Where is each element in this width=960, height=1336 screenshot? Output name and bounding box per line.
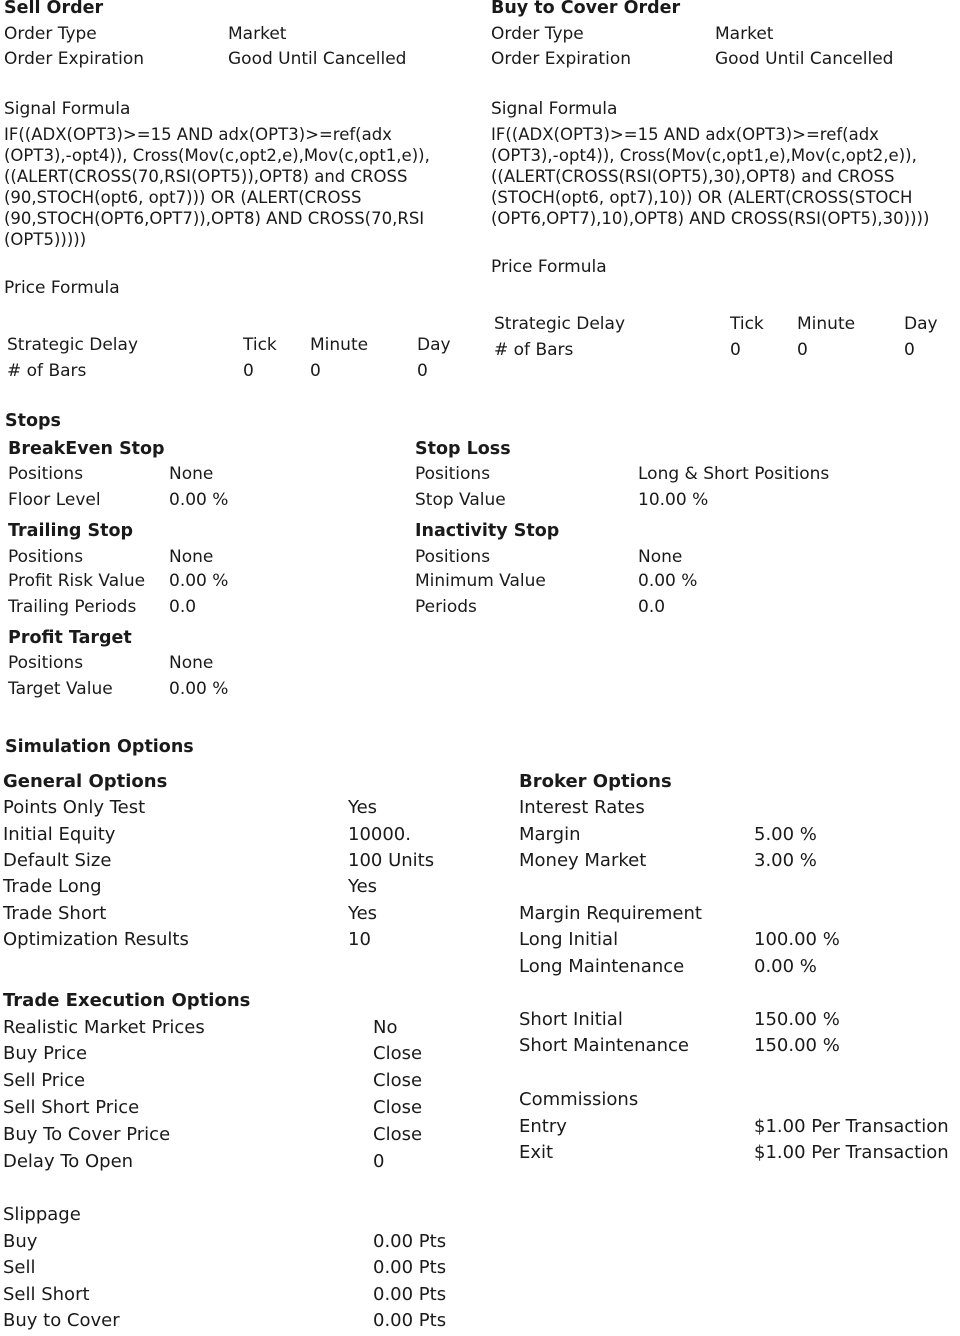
- sell-order-type-label: Order Type: [4, 24, 97, 44]
- cover-order-expiration-value: Good Until Cancelled: [715, 49, 894, 69]
- trailing-periods-value: 0.0: [169, 597, 197, 617]
- stop-loss-value: 10.00 %: [638, 490, 709, 510]
- broker-options-title: Broker Options: [519, 771, 672, 792]
- profit-target-title: Profit Target: [8, 628, 132, 648]
- sell-day-header: Day: [417, 335, 451, 355]
- sell-tick-header: Tick: [243, 335, 277, 355]
- profit-value: 0.00 %: [169, 679, 229, 699]
- cover-bars-minute: 0: [797, 340, 808, 360]
- sell-signal-formula: IF((ADX(OPT3)>=15 AND adx(OPT3)>=ref(adx (OPT3),-opt4)), Cross(Mov(c,opt2,e),Mov(c,opt1,e)), ((ALERT(CROSS(70,RSI(OPT5)),OPT8) and CROSS (90,STOCH(opt6, opt7))) OR (ALERT(CROSS (90,STOCH(OPT6,OPT7)),OPT8) AND CROSS(70,RSI (OPT5))))): [4, 125, 430, 249]
- stop-loss-title: Stop Loss: [415, 439, 511, 459]
- trailing-stop-title: Trailing Stop: [8, 521, 134, 541]
- list-item: Margin 5.00 %: [519, 824, 817, 845]
- trailing-risk-value: 0.00 %: [169, 571, 229, 591]
- trailing-positions-label: Positions: [8, 547, 84, 567]
- sell-order-title: Sell Order: [4, 0, 104, 18]
- general-options-title: General Options: [3, 771, 168, 792]
- cover-order-expiration-label: Order Expiration: [491, 49, 632, 69]
- list-item: Buy to Cover 0.00 Pts: [3, 1310, 447, 1331]
- sell-order-type-value: Market: [228, 24, 287, 44]
- margin-requirement-heading: Margin Requirement: [519, 903, 702, 924]
- trailing-positions-value: None: [169, 547, 214, 567]
- cover-order-type-label: Order Type: [491, 24, 584, 44]
- list-item: Trade Short Yes: [3, 903, 378, 924]
- inactivity-min-label: Minimum Value: [415, 571, 546, 591]
- profit-positions-value: None: [169, 653, 214, 673]
- sell-bars-minute: 0: [310, 361, 321, 381]
- list-item: Short Maintenance 150.00 %: [519, 1035, 840, 1056]
- sell-minute-header: Minute: [310, 335, 369, 355]
- trade-execution-options-title: Trade Execution Options: [3, 990, 251, 1011]
- inactivity-periods-value: 0.0: [638, 597, 666, 617]
- list-item: Optimization Results 10: [3, 929, 371, 950]
- stop-loss-positions-value: Long & Short Positions: [638, 464, 830, 484]
- trade-execution-list: [3, 1017, 473, 1177]
- trailing-risk-label: Profit Risk Value: [8, 571, 146, 591]
- inactivity-positions-label: Positions: [415, 547, 491, 567]
- cover-strategic-delay-label: Strategic Delay: [494, 314, 626, 334]
- cover-price-formula-label: Price Formula: [491, 257, 607, 277]
- breakeven-floor-label: Floor Level: [8, 490, 101, 510]
- cover-bars-tick: 0: [730, 340, 741, 360]
- stop-loss-value-label: Stop Value: [415, 490, 506, 510]
- sell-order-expiration-value: Good Until Cancelled: [228, 49, 407, 69]
- list-item: Initial Equity 10000.: [3, 824, 411, 845]
- slippage-title: Slippage: [3, 1204, 81, 1225]
- simulation-options-title: Simulation Options: [5, 737, 194, 757]
- list-item: Money Market 3.00 %: [519, 850, 817, 871]
- cover-bars-label: # of Bars: [494, 340, 574, 360]
- profit-value-label: Target Value: [8, 679, 113, 699]
- sell-bars-label: # of Bars: [7, 361, 87, 381]
- cover-bars-day: 0: [904, 340, 915, 360]
- sell-bars-tick: 0: [243, 361, 254, 381]
- stop-loss-positions-label: Positions: [415, 464, 491, 484]
- list-item: Long Maintenance 0.00 %: [519, 956, 817, 977]
- cover-signal-formula-label: Signal Formula: [491, 99, 618, 119]
- list-item: Delay To Open 0: [3, 1151, 385, 1172]
- cover-signal-formula: IF((ADX(OPT3)>=15 AND adx(OPT3)>=ref(adx (OPT3),-opt4)), Cross(Mov(c,opt1,e),Mov(c,opt2,e)), ((ALERT(CROSS(RSI(OPT5),30),OPT8) and CROSS (STOCH(opt6, opt7),10)) OR (ALERT(CROSS(STOCH (OPT6,OPT7),10),OPT8) AND CROSS(RSI(OPT5),30)))): [491, 125, 930, 228]
- sell-signal-formula-label: Signal Formula: [4, 99, 131, 119]
- profit-positions-label: Positions: [8, 653, 84, 673]
- interest-rates-heading: Interest Rates: [519, 797, 645, 818]
- list-item: Realistic Market Prices No: [3, 1017, 398, 1038]
- breakeven-floor-value: 0.00 %: [169, 490, 229, 510]
- slippage-list: [3, 1231, 473, 1333]
- list-item: Sell Short Price Close: [3, 1097, 423, 1118]
- cover-tick-header: Tick: [730, 314, 764, 334]
- list-item: Points Only Test Yes: [3, 797, 378, 818]
- list-item: Default Size 100 Units: [3, 850, 435, 871]
- inactivity-min-value: 0.00 %: [638, 571, 698, 591]
- sell-bars-day: 0: [417, 361, 428, 381]
- inactivity-positions-value: None: [638, 547, 683, 567]
- list-item: Short Initial 150.00 %: [519, 1009, 840, 1030]
- broker-options-list: [519, 797, 959, 1177]
- cover-day-header: Day: [904, 314, 938, 334]
- list-item: Exit $1.00 Per Transaction: [519, 1142, 949, 1163]
- commissions-heading: Commissions: [519, 1089, 639, 1110]
- list-item: Sell 0.00 Pts: [3, 1257, 447, 1278]
- list-item: Long Initial 100.00 %: [519, 929, 840, 950]
- list-item: Sell Price Close: [3, 1070, 423, 1091]
- list-item: Sell Short 0.00 Pts: [3, 1284, 447, 1305]
- general-options-list: [3, 797, 473, 957]
- cover-minute-header: Minute: [797, 314, 856, 334]
- inactivity-stop-title: Inactivity Stop: [415, 521, 560, 541]
- sell-price-formula-label: Price Formula: [4, 278, 120, 298]
- list-item: Buy Price Close: [3, 1043, 423, 1064]
- breakeven-stop-title: BreakEven Stop: [8, 439, 165, 459]
- list-item: Buy 0.00 Pts: [3, 1231, 447, 1252]
- list-item: Entry $1.00 Per Transaction: [519, 1116, 949, 1137]
- list-item: Buy To Cover Price Close: [3, 1124, 423, 1145]
- list-item: Trade Long Yes: [3, 876, 378, 897]
- sell-strategic-delay-label: Strategic Delay: [7, 335, 139, 355]
- sell-order-expiration-label: Order Expiration: [4, 49, 145, 69]
- breakeven-positions-value: None: [169, 464, 214, 484]
- stops-title: Stops: [5, 411, 61, 431]
- cover-order-title: Buy to Cover Order: [491, 0, 681, 18]
- breakeven-positions-label: Positions: [8, 464, 84, 484]
- inactivity-periods-label: Periods: [415, 597, 477, 617]
- cover-order-type-value: Market: [715, 24, 774, 44]
- trailing-periods-label: Trailing Periods: [8, 597, 137, 617]
